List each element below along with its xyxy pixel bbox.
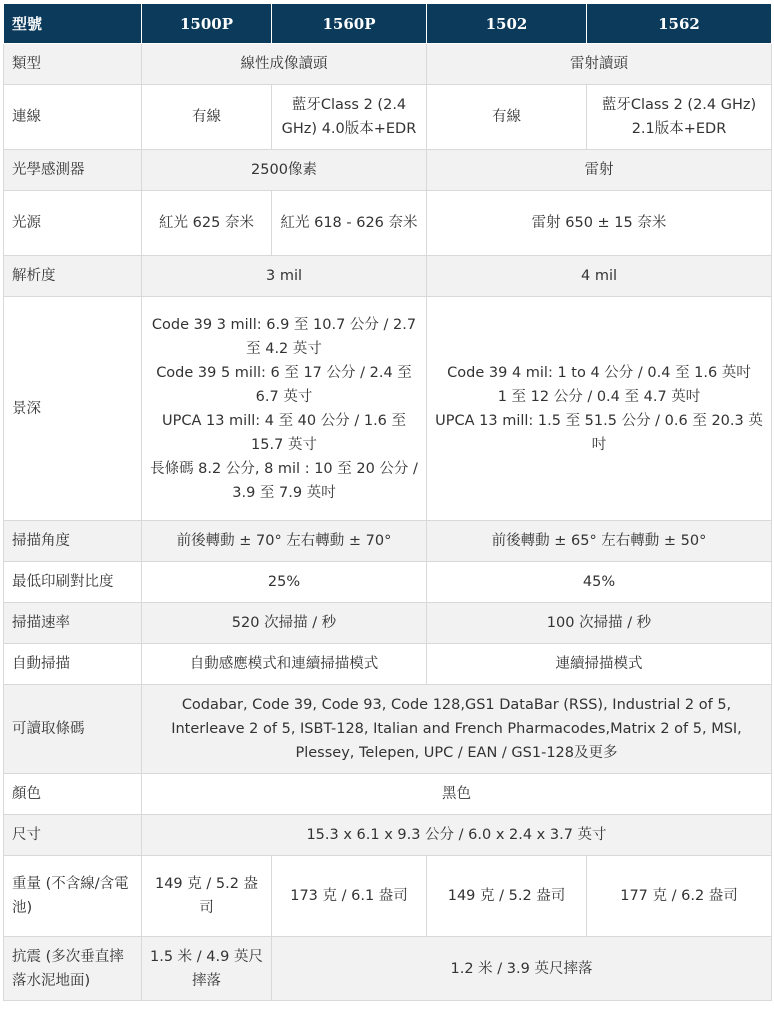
cell-1560p: 紅光 618 - 626 奈米 — [272, 191, 427, 256]
cell-group-b: 4 mil — [427, 256, 772, 297]
cell-1502: 149 克 / 5.2 盎司 — [427, 856, 587, 937]
cell-1560p: 藍牙Class 2 (2.4 GHz) 4.0版本+EDR — [272, 85, 427, 150]
row-auto-scan — [4, 644, 772, 685]
row-label: 景深 — [4, 297, 142, 521]
row-label: 類型 — [4, 44, 142, 85]
dof-line: Code 39 5 mill: 6 至 17 公分 / 2.4 至 6.7 英寸 — [156, 364, 412, 405]
dof-line: UPCA 13 mill: 1.5 至 51.5 公分 / 0.6 至 20.3 英吋 — [435, 412, 763, 453]
cell-1502: 有線 — [427, 85, 587, 150]
row-label: 掃描速率 — [4, 603, 142, 644]
cell-all: 黑色 — [142, 774, 772, 815]
cell-group-a: 線性成像讀頭 — [142, 44, 427, 85]
cell-1500p: 1.5 米 / 4.9 英尺摔落 — [142, 937, 272, 1001]
row-label: 尺寸 — [4, 815, 142, 856]
cell-1560p: 173 克 / 6.1 盎司 — [272, 856, 427, 937]
row-symbologies — [4, 685, 772, 774]
cell-rest: 1.2 米 / 3.9 英尺摔落 — [272, 937, 772, 1001]
row-dimensions — [4, 815, 772, 856]
row-connection — [4, 85, 772, 150]
header-row — [4, 4, 772, 44]
row-sensor — [4, 150, 772, 191]
cell-all: 15.3 x 6.1 x 9.3 公分 / 6.0 x 2.4 x 3.7 英寸 — [142, 815, 772, 856]
row-label: 抗震 (多次垂直摔落水泥地面) — [4, 937, 142, 1001]
cell-1562: 藍牙Class 2 (2.4 GHz) 2.1版本+EDR — [587, 85, 772, 150]
spec-table — [3, 3, 772, 1001]
row-label: 連線 — [4, 85, 142, 150]
cell-1562: 177 克 / 6.2 盎司 — [587, 856, 772, 937]
cell-group-a: 25% — [142, 562, 427, 603]
header-model-1562: 1562 — [587, 4, 772, 44]
cell-1500p: 149 克 / 5.2 盎司 — [142, 856, 272, 937]
cell-group-b: 連續掃描模式 — [427, 644, 772, 685]
cell-group-b: 45% — [427, 562, 772, 603]
row-label: 可讀取條碼 — [4, 685, 142, 774]
dof-line: 1 至 12 公分 / 0.4 至 4.7 英吋 — [497, 388, 701, 405]
cell-group-b: 雷射 650 ± 15 奈米 — [427, 191, 772, 256]
row-label: 光源 — [4, 191, 142, 256]
row-drop — [4, 937, 772, 1001]
row-label: 掃描角度 — [4, 521, 142, 562]
cell-1500p: 有線 — [142, 85, 272, 150]
dof-line: 長條碼 8.2 公分, 8 mil : 10 至 20 公分 / 3.9 至 7.9 英吋 — [150, 460, 418, 501]
row-label: 最低印刷對比度 — [4, 562, 142, 603]
row-weight — [4, 856, 772, 937]
cell-group-a: 前後轉動 ± 70° 左右轉動 ± 70° — [142, 521, 427, 562]
row-type — [4, 44, 772, 85]
cell-group-b: 100 次掃描 / 秒 — [427, 603, 772, 644]
header-model-1502: 1502 — [427, 4, 587, 44]
row-scan-angle — [4, 521, 772, 562]
cell-1500p: 紅光 625 奈米 — [142, 191, 272, 256]
spec-table-container — [3, 3, 772, 1001]
row-light-source — [4, 191, 772, 256]
cell-group-a: 3 mil — [142, 256, 427, 297]
row-label: 解析度 — [4, 256, 142, 297]
row-label: 重量 (不含線/含電池) — [4, 856, 142, 937]
cell-group-b: 雷射讀頭 — [427, 44, 772, 85]
cell-group-b: 前後轉動 ± 65° 左右轉動 ± 50° — [427, 521, 772, 562]
row-color — [4, 774, 772, 815]
row-label: 顏色 — [4, 774, 142, 815]
cell-all: Codabar, Code 39, Code 93, Code 128,GS1 DataBar (RSS), Industrial 2 of 5, Interleave 2 of 5, ISBT-128, Italian and French Pharmacodes,Matrix 2 of 5, MSI, Plessey, Telepen, UPC / EAN / GS1-128及更多 — [142, 685, 772, 774]
cell-group-b: 雷射 — [427, 150, 772, 191]
cell-group-a: 2500像素 — [142, 150, 427, 191]
row-label: 自動掃描 — [4, 644, 142, 685]
cell-group-a: 520 次掃描 / 秒 — [142, 603, 427, 644]
row-resolution — [4, 256, 772, 297]
row-label: 光學感測器 — [4, 150, 142, 191]
dof-line: UPCA 13 mill: 4 至 40 公分 / 1.6 至 15.7 英寸 — [161, 412, 407, 453]
header-label: 型號 — [4, 4, 142, 44]
cell-group-a — [142, 297, 427, 521]
row-scan-rate — [4, 603, 772, 644]
dof-line: Code 39 3 mill: 6.9 至 10.7 公分 / 2.7 至 4.2 英寸 — [151, 316, 417, 357]
cell-group-b — [427, 297, 772, 521]
cell-group-a: 自動感應模式和連續掃描模式 — [142, 644, 427, 685]
row-depth-of-field — [4, 297, 772, 521]
row-contrast — [4, 562, 772, 603]
header-model-1560p: 1560P — [272, 4, 427, 44]
dof-line: Code 39 4 mil: 1 to 4 公分 / 0.4 至 1.6 英吋 — [447, 364, 751, 381]
header-model-1500p: 1500P — [142, 4, 272, 44]
